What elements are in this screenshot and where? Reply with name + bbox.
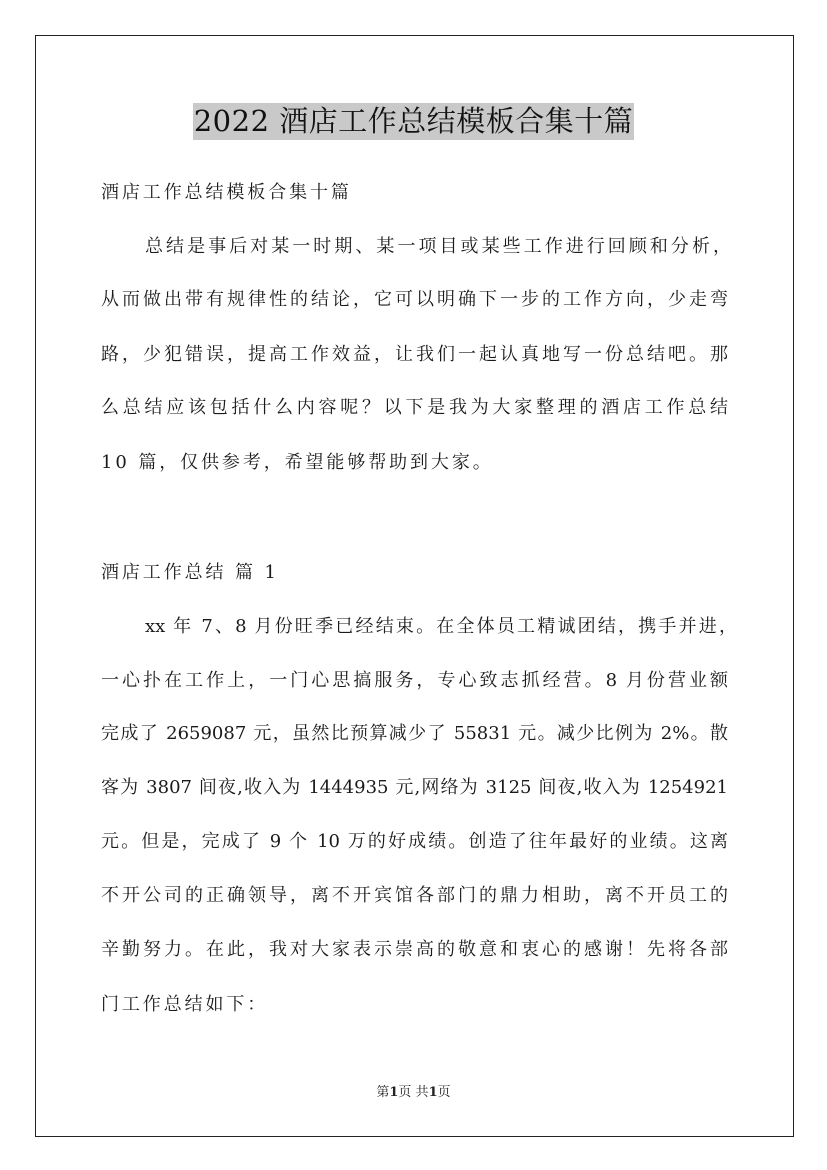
body-line: 10 篇，仅供参考，希望能够帮助到大家。 — [101, 452, 494, 473]
document-subtitle: 酒店工作总结模板合集十篇 — [101, 182, 352, 203]
body-line: 从而做出带有规律性的结论，它可以明确下一步的工作方向，少走弯 — [101, 289, 728, 310]
footer-mid: 页 共 — [398, 1085, 429, 1100]
body-line: 不开公司的正确领导，离不开宾馆各部门的鼎力相助，离不开员工的 — [101, 885, 728, 906]
footer-suffix: 页 — [437, 1085, 451, 1100]
document-title: 2022 酒店工作总结模板合集十篇 — [193, 104, 634, 138]
body-line: 门工作总结如下： — [101, 994, 269, 1015]
section-heading: 酒店工作总结 篇 1 — [101, 562, 279, 583]
body-line: 一心扑在工作上，一门心思搞服务，专心致志抓经营。8 月份营业额 — [101, 670, 728, 691]
body-line: 元。但是，完成了 9 个 10 万的好成绩。创造了往年最好的业绩。这离 — [101, 831, 728, 852]
title-container — [0, 103, 827, 140]
body-line: 辛勤努力。在此，我对大家表示崇高的敬意和衷心的感谢！先将各部 — [101, 939, 728, 960]
body-line: 么总结应该包括什么内容呢？以下是我为大家整理的酒店工作总结 — [101, 397, 728, 418]
body-line: 总结是事后对某一时期、某一项目或某些工作进行回顾和分析， — [145, 236, 731, 257]
current-page-number: 1 — [389, 1085, 399, 1100]
footer-prefix: 第 — [376, 1085, 390, 1100]
body-line: 完成了 2659087 元，虽然比预算减少了 55831 元。减少比例为 2%。散 — [101, 723, 728, 744]
body-line: xx 年 7、8 月份旺季已经结束。在全体员工精诚团结，携手并进， — [145, 616, 737, 637]
total-page-number: 1 — [428, 1085, 438, 1100]
body-line: 路，少犯错误，提高工作效益，让我们一起认真地写一份总结吧。那 — [101, 344, 728, 365]
page-footer — [0, 1084, 827, 1102]
body-line: 客为 3807 间夜,收入为 1444935 元,网络为 3125 间夜,收入为 1254921 — [101, 777, 728, 798]
